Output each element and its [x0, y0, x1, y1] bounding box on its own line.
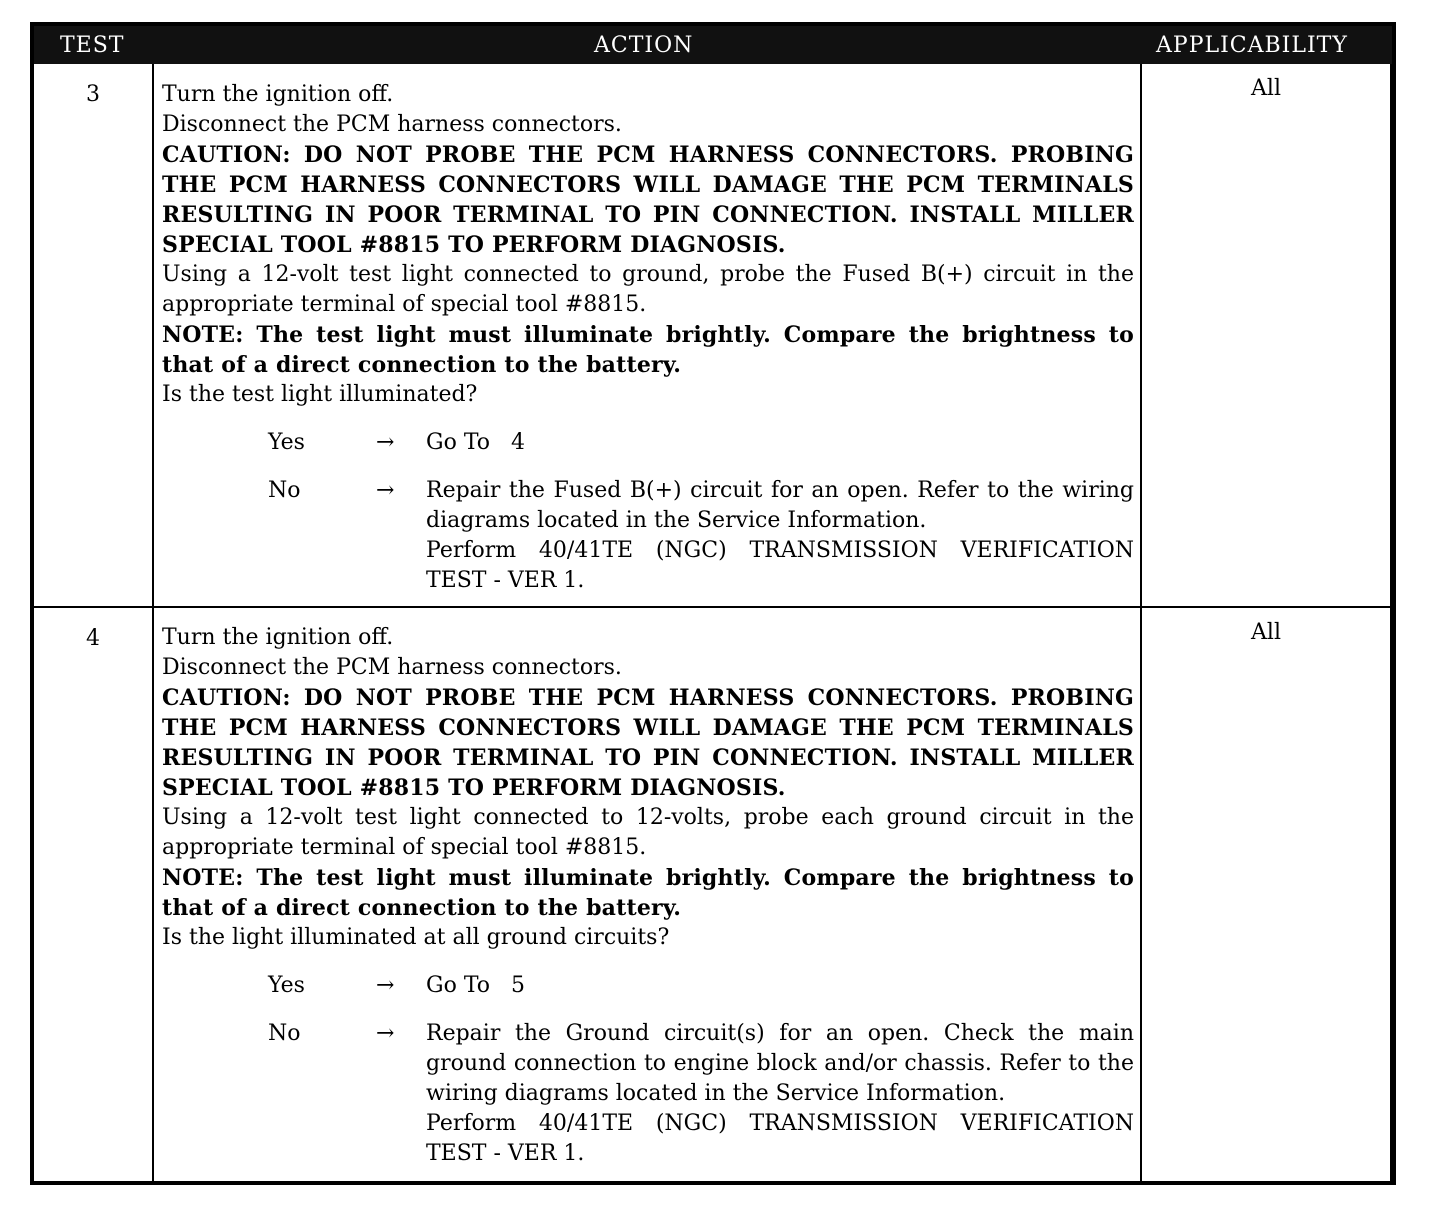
header-test: TEST: [60, 33, 125, 58]
action-cell: [162, 623, 1134, 1169]
procedure-text: Using a 12-volt test light connected to ground, probe the Fused B(+) circuit in the appropriate terminal of special tool #8815.: [162, 262, 1134, 317]
diagnostic-table: [30, 22, 1396, 1185]
action-step: Turn the ignition off.: [162, 82, 394, 107]
arrow-icon: →: [376, 1021, 395, 1046]
action-step: Turn the ignition off.: [162, 625, 394, 650]
action-cell: [162, 80, 1134, 596]
no-label: No: [268, 1021, 301, 1046]
no-response: [268, 476, 1134, 596]
verification-text: Perform 40/41TE (NGC) TRANSMISSION VERIFICATION TEST - VER 1.: [426, 1111, 1134, 1166]
row-divider: [34, 606, 1392, 608]
caution-text: CAUTION: DO NOT PROBE THE PCM HARNESS CONNECTORS. PROBING THE PCM HARNESS CONNECTORS WILL DAMAGE THE PCM TERMINALS RESULTING IN POOR TERMINAL TO PIN CONNECTION. INSTALL MILLER SPECIAL TOOL #8815 TO PERFORM DIAGNOSIS.: [162, 685, 1134, 801]
procedure-text: Using a 12-volt test light connected to 12-volts, probe each ground circuit in the appropriate terminal of special tool #8815.: [162, 805, 1134, 860]
arrow-icon: →: [376, 430, 395, 455]
note-text: NOTE: The test light must illuminate brightly. Compare the brightness to that of a direct connection to the battery.: [162, 322, 1134, 378]
verification-text: Perform 40/41TE (NGC) TRANSMISSION VERIFICATION TEST - VER 1.: [426, 538, 1134, 593]
no-instruction: Repair the Fused B(+) circuit for an open. Refer to the wiring diagrams located in the Service Information.: [426, 478, 1134, 533]
no-text: [426, 1019, 1134, 1169]
column-divider: [152, 64, 154, 1181]
applicability-value: All: [1251, 620, 1281, 645]
caution-text: CAUTION: DO NOT PROBE THE PCM HARNESS CONNECTORS. PROBING THE PCM HARNESS CONNECTORS WILL DAMAGE THE PCM TERMINALS RESULTING IN POOR TERMINAL TO PIN CONNECTION. INSTALL MILLER SPECIAL TOOL #8815 TO PERFORM DIAGNOSIS.: [162, 142, 1134, 258]
test-number: 3: [86, 82, 100, 107]
column-divider: [1390, 64, 1392, 1181]
header-action: ACTION: [594, 33, 694, 58]
no-label: No: [268, 478, 301, 503]
yes-text: Go To 5: [426, 973, 525, 998]
arrow-icon: →: [376, 973, 395, 998]
note-text: NOTE: The test light must illuminate brightly. Compare the brightness to that of a direct connection to the battery.: [162, 865, 1134, 921]
yes-label: Yes: [268, 973, 305, 998]
yes-response: [268, 971, 1134, 1001]
question-text: Is the light illuminated at all ground circuits?: [162, 925, 670, 950]
yes-response: [268, 428, 1134, 458]
yes-text: Go To 4: [426, 430, 525, 455]
header-applicability: APPLICABILITY: [1156, 33, 1348, 58]
no-instruction: Repair the Ground circuit(s) for an open. Check the main ground connection to engine block and/or chassis. Refer to the wiring diagrams located in the Service Information.: [426, 1021, 1134, 1106]
applicability-value: All: [1251, 76, 1281, 101]
action-step: Disconnect the PCM harness connectors.: [162, 655, 622, 680]
question-text: Is the test light illuminated?: [162, 382, 478, 407]
test-number: 4: [86, 626, 100, 651]
no-response: [268, 1019, 1134, 1169]
action-step: Disconnect the PCM harness connectors.: [162, 112, 622, 137]
no-text: [426, 476, 1134, 596]
yes-label: Yes: [268, 430, 305, 455]
table-header: [34, 26, 1392, 64]
arrow-icon: →: [376, 478, 395, 503]
